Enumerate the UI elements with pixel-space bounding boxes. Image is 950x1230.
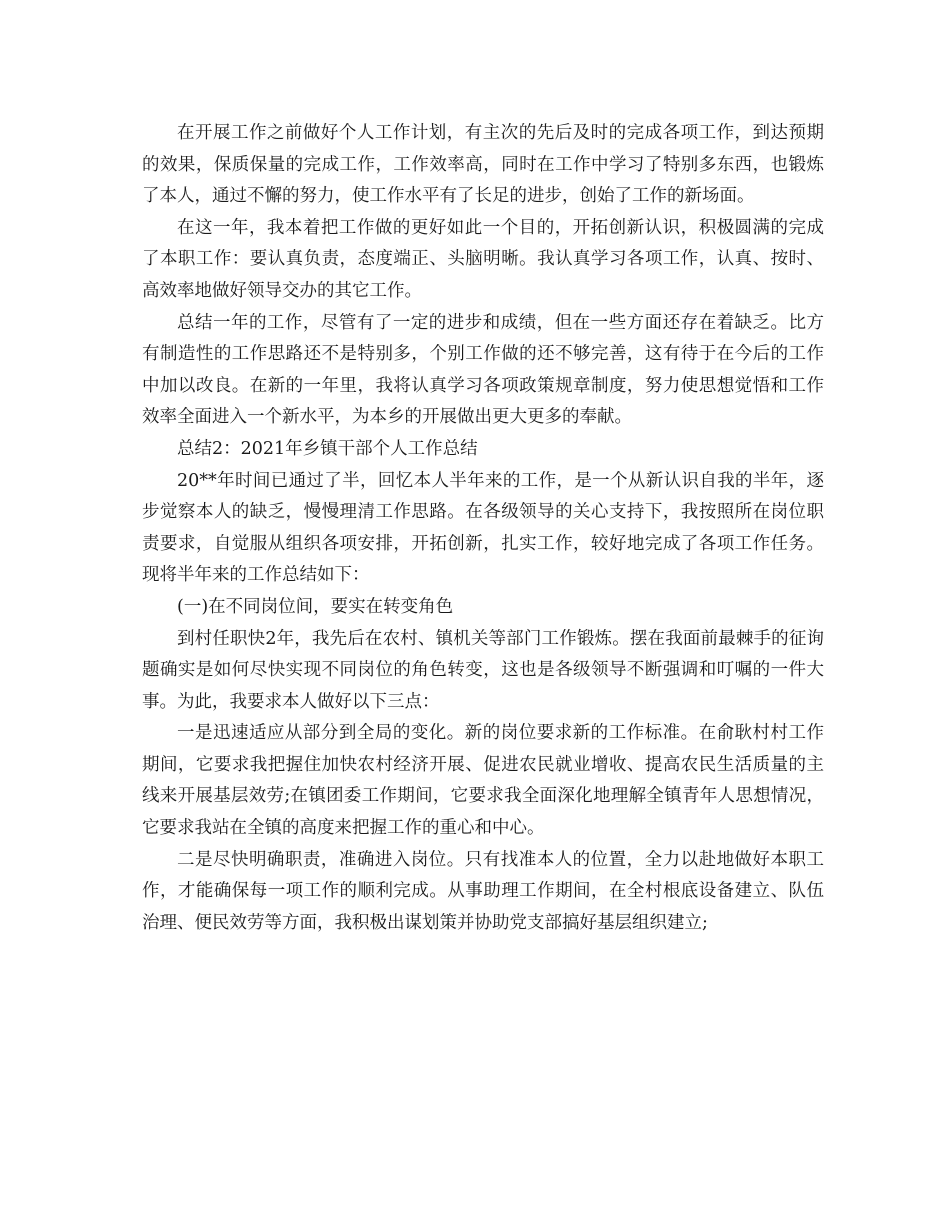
paragraph: 在这一年，我本着把工作做的更好如此一个目的，开拓创新认识，积极圆满的完成了本职工作：要认真负责，态度端正、头脑明晰。我认真学习各项工作，认真、按时、高效率地做好领导交办的其它工作。 xyxy=(142,217,824,301)
paragraph: 20**年时间已通过了半，回忆本人半年来的工作，是一个从新认识自我的半年，逐步觉察本人的缺乏，慢慢理清工作思路。在各级领导的关心支持下，我按照所在岗位职责要求，自觉服从组织各项安排，开拓创新，扎实工作，较好地完成了各项工作任务。现将半年来的工作总结如下： xyxy=(142,470,824,586)
section-heading: 总结2：2021年乡镇干部个人工作总结 xyxy=(177,438,478,459)
subsection-heading: (一)在不同岗位间，要实在转变角色 xyxy=(177,596,454,617)
document-body xyxy=(142,118,824,939)
paragraph: 到村任职快2年，我先后在农村、镇机关等部门工作锻炼。摆在我面前最棘手的征询题确实是如何尽快实现不同岗位的角色转变，这也是各级领导不断强调和叮嘱的一件大事。为此，我要求本人做好以下三点： xyxy=(142,628,824,712)
paragraph: 总结一年的工作，尽管有了一定的进步和成绩，但在一些方面还存在着缺乏。比方有制造性的工作思路还不是特别多，个别工作做的还不够完善，这有待于在今后的工作中加以改良。在新的一年里，我将认真学习各项政策规章制度，努力使思想觉悟和工作效率全面进入一个新水平，为本乡的开展做出更大更多的奉献。 xyxy=(142,312,824,428)
paragraph: 一是迅速适应从部分到全局的变化。新的岗位要求新的工作标准。在俞耿村村工作期间，它要求我把握住加快农村经济开展、促进农民就业增收、提高农民生活质量的主线来开展基层效劳;在镇团委工作期间，它要求我全面深化地理解全镇青年人思想情况，它要求我站在全镇的高度来把握工作的重心和中心。 xyxy=(142,723,824,839)
paragraph: 二是尽快明确职责，准确进入岗位。只有找准本人的位置，全力以赴地做好本职工作，才能确保每一项工作的顺利完成。从事助理工作期间，在全村根底设备建立、队伍治理、便民效劳等方面，我积极出谋划策并协助党支部搞好基层组织建立; xyxy=(142,849,824,933)
paragraph: 在开展工作之前做好个人工作计划，有主次的先后及时的完成各项工作，到达预期的效果，保质保量的完成工作，工作效率高，同时在工作中学习了特别多东西，也锻炼了本人，通过不懈的努力，使工作水平有了长足的进步，创始了工作的新场面。 xyxy=(142,123,824,207)
